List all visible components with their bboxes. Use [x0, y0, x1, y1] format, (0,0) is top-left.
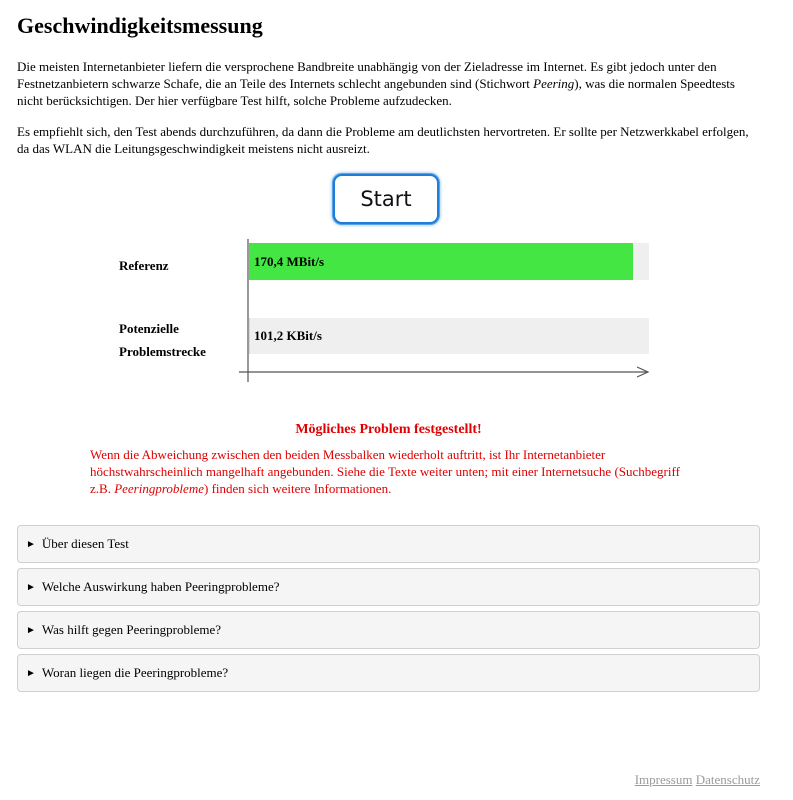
intro-paragraph-1: [17, 58, 760, 109]
warning-title: Mögliches Problem festgestellt!: [295, 422, 482, 437]
accordion-label: Welche Auswirkung haben Peeringprobleme?: [41, 579, 280, 594]
accordion-label: Was hilft gegen Peeringprobleme?: [41, 622, 221, 637]
bar-value-referenz: 170,4 MBit/s: [254, 253, 325, 269]
intro1-emphasis: Peering: [533, 76, 575, 91]
accordion-was-hilft[interactable]: [17, 611, 760, 649]
bar-label-problemstrecke: [119, 317, 206, 363]
accordion-ueber-diesen-test[interactable]: [17, 525, 760, 563]
accordion-label: Woran liegen die Peeringprobleme?: [41, 665, 229, 680]
impressum-link[interactable]: Impressum: [634, 772, 693, 787]
accordion-label: Über diesen Test: [41, 536, 129, 551]
page-title: Geschwindigkeitsmessung: [17, 13, 263, 38]
expand-triangle-icon: ►: [26, 538, 36, 550]
warning-text: [90, 446, 690, 497]
warning-emphasis: Peeringprobleme: [114, 481, 204, 496]
intro1-text-b: ), was die normalen Speedtests nicht berücksichtigen. Der hier verfügbare Test hilft, solche Probleme aufzudecken.: [17, 76, 735, 108]
expand-triangle-icon: ►: [26, 581, 36, 593]
footer: [635, 772, 760, 788]
datenschutz-link[interactable]: Datenschutz: [695, 772, 760, 787]
warning-text-a: Wenn die Abweichung zwischen den beiden Messbalken wiederholt auftritt, ist Ihr Internetanbieter höchstwahrscheinlich mangelhaft angebunden. Siehe die Texte weiter unten; mit einer Internetsuche (Suchbegriff z.B.: [90, 447, 680, 496]
accordion-auswirkung[interactable]: [17, 568, 760, 606]
intro-paragraph-2: Es empfiehlt sich, den Test abends durchzuführen, da dann die Probleme am deutlichsten hervortreten. Er sollte per Netzwerkkabel erfolgen, da das WLAN die Leitungsgeschwindigkeit meistens nicht ausreizt.: [17, 124, 749, 156]
bar-value-problemstrecke: 101,2 KBit/s: [254, 328, 322, 343]
start-button[interactable]: Start: [333, 174, 439, 224]
bar-label-problem-line2: Problemstrecke: [119, 344, 206, 359]
intro1-text-a: Die meisten Internetanbieter liefern die versprochene Bandbreite unabhängig von der Zieladresse im Internet. Es gibt jedoch unter den Festnetzanbietern schwarze Schafe, die an Teile des Internets schlecht angebunden sind (Stichwort: [17, 59, 717, 91]
warning-text-b: ) finden sich weitere Informationen.: [203, 481, 392, 496]
accordion-woran-liegen[interactable]: [17, 654, 760, 692]
chart-axes: [237, 237, 657, 385]
bar-label-referenz: Referenz: [119, 258, 169, 273]
bar-label-problem-line1: Potenzielle: [119, 321, 179, 336]
expand-triangle-icon: ►: [26, 667, 36, 679]
expand-triangle-icon: ►: [26, 624, 36, 636]
